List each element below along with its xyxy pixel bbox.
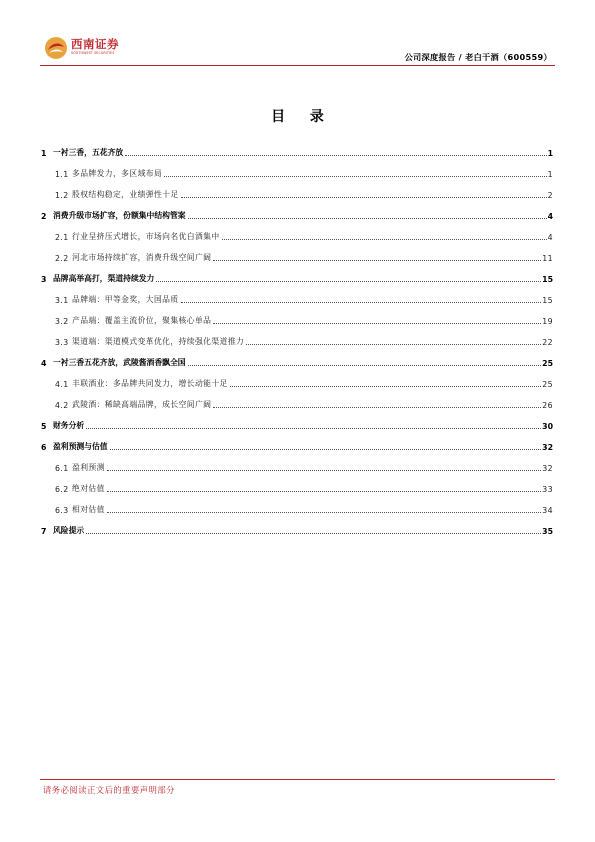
toc-entry-number: 4.1	[55, 380, 69, 389]
toc-dot-leader	[164, 176, 546, 177]
toc-section-entry[interactable]	[41, 137, 553, 158]
toc-subsection-entry[interactable]	[41, 494, 553, 515]
toc-dot-leader	[86, 533, 541, 534]
toc-entry-number: 2	[41, 212, 47, 221]
toc-dot-leader	[246, 344, 541, 345]
toc-entry-number: 7	[41, 527, 47, 536]
toc-entry-page: 34	[542, 506, 553, 515]
footer-disclaimer: 请务必阅读正文后的重要声明部分	[43, 785, 175, 795]
toc-entry-page: 19	[542, 317, 553, 326]
toc-entry-page: 33	[542, 485, 553, 494]
toc-entry-number: 3.3	[55, 338, 69, 347]
toc-entry-page: 25	[542, 380, 553, 389]
toc-dot-leader	[107, 470, 541, 471]
toc-dot-leader	[181, 302, 542, 303]
toc-entry-page: 11	[542, 254, 553, 263]
page-header	[40, 34, 555, 68]
toc-dot-leader	[188, 218, 547, 219]
toc-entry-title: 品牌端：甲等金奖，大国品质	[72, 295, 179, 304]
toc-entry-page: 2	[547, 191, 553, 200]
toc-entry-title: 盈利预测与估值	[53, 442, 108, 451]
toc-entry-page: 4	[547, 212, 553, 221]
toc-entry-title: 河北市场持续扩容，消费升级空间广阔	[72, 253, 212, 262]
toc-entry-page: 32	[542, 443, 553, 452]
toc-entry-number: 1.1	[55, 170, 69, 179]
toc-entry-page: 15	[542, 275, 553, 284]
toc-entry-number: 6.1	[55, 464, 69, 473]
toc-entry-title: 一衬三香，五花齐放	[53, 148, 124, 157]
toc-dot-leader	[213, 407, 541, 408]
toc-entry-number: 5	[41, 422, 47, 431]
logo-name-en: SOUTHWEST SECURITIES	[71, 51, 115, 55]
toc-dot-leader	[86, 428, 541, 429]
toc-entry-title: 财务分析	[53, 421, 85, 430]
toc-entry-title: 行业呈挤压式增长，市场向名优白酒集中	[72, 232, 220, 241]
toc-entry-title: 多品牌发力，多区域布局	[72, 169, 163, 178]
toc-section-entry[interactable]	[41, 200, 553, 221]
toc-dot-leader	[188, 365, 542, 366]
toc-dot-leader	[110, 449, 542, 450]
toc-entry-page: 15	[542, 296, 553, 305]
toc-dot-leader	[107, 512, 541, 513]
toc-entry-number: 6.3	[55, 506, 69, 515]
toc-entry-title: 丰联酒业：多品牌共同发力，增长动能十足	[72, 379, 228, 388]
table-of-contents	[41, 137, 553, 536]
toc-entry-title: 品牌高举高打，渠道持续发力	[53, 274, 155, 283]
toc-entry-number: 6	[41, 443, 47, 452]
toc-dot-leader	[181, 197, 547, 198]
toc-subsection-entry[interactable]	[41, 452, 553, 473]
toc-subsection-entry[interactable]	[41, 158, 553, 179]
toc-entry-number: 3	[41, 275, 47, 284]
toc-dot-leader	[213, 260, 541, 261]
toc-section-entry[interactable]	[41, 410, 553, 431]
toc-subsection-entry[interactable]	[41, 221, 553, 242]
toc-entry-title: 股权结构稳定，业绩弹性十足	[72, 190, 179, 199]
toc-entry-number: 4	[41, 359, 47, 368]
toc-heading: 目 录	[271, 109, 334, 125]
toc-dot-leader	[125, 155, 546, 156]
footer-divider	[40, 779, 555, 780]
toc-subsection-entry[interactable]	[41, 473, 553, 494]
toc-entry-number: 1	[41, 149, 47, 158]
toc-entry-page: 32	[542, 464, 553, 473]
toc-entry-title: 风险提示	[53, 526, 85, 535]
toc-entry-number: 4.2	[55, 401, 69, 410]
toc-section-entry[interactable]	[41, 347, 553, 368]
toc-dot-leader	[230, 386, 542, 387]
toc-entry-title: 一衬三香五花齐放，武陵酱酒香飘全国	[53, 358, 186, 367]
toc-entry-page: 1	[547, 149, 553, 158]
toc-entry-title: 消费升级市场扩容，份额集中结构管案	[53, 211, 186, 220]
toc-section-entry[interactable]	[41, 515, 553, 536]
toc-entry-page: 26	[542, 401, 553, 410]
toc-subsection-entry[interactable]	[41, 368, 553, 389]
toc-section-entry[interactable]	[41, 431, 553, 452]
toc-subsection-entry[interactable]	[41, 242, 553, 263]
toc-entry-number: 3.1	[55, 296, 69, 305]
toc-entry-title: 盈利预测	[72, 463, 105, 472]
toc-entry-title: 渠道端：渠道模式变革优化，持续强化渠道推力	[72, 337, 245, 346]
logo-emblem-icon	[44, 36, 68, 60]
toc-entry-page: 35	[542, 527, 553, 536]
toc-dot-leader	[156, 281, 541, 282]
company-logo	[44, 36, 119, 64]
toc-subsection-entry[interactable]	[41, 305, 553, 326]
toc-entry-number: 2.2	[55, 254, 69, 263]
toc-entry-number: 3.2	[55, 317, 69, 326]
toc-section-entry[interactable]	[41, 263, 553, 284]
logo-name-cn: 西南证券	[71, 37, 119, 51]
toc-entry-title: 绝对估值	[72, 484, 105, 493]
toc-entry-number: 1.2	[55, 191, 69, 200]
toc-entry-number: 6.2	[55, 485, 69, 494]
header-divider	[40, 65, 555, 66]
toc-subsection-entry[interactable]	[41, 179, 553, 200]
toc-subsection-entry[interactable]	[41, 284, 553, 305]
toc-entry-number: 2.1	[55, 233, 69, 242]
toc-entry-title: 武陵酒：稀缺高端品牌，成长空间广阔	[72, 400, 212, 409]
toc-entry-page: 4	[547, 233, 553, 242]
toc-entry-title: 产品端：覆盖主流价位，聚集核心单品	[72, 316, 212, 325]
toc-dot-leader	[107, 491, 541, 492]
toc-entry-title: 相对估值	[72, 505, 105, 514]
toc-entry-page: 30	[542, 422, 553, 431]
toc-dot-leader	[213, 323, 541, 324]
toc-entry-page: 25	[542, 359, 553, 368]
toc-entry-page: 22	[542, 338, 553, 347]
toc-subsection-entry[interactable]	[41, 326, 553, 347]
toc-entry-page: 1	[547, 170, 553, 179]
report-title: 公司深度报告 / 老白干酒（600559）	[404, 52, 552, 62]
toc-subsection-entry[interactable]	[41, 389, 553, 410]
toc-dot-leader	[222, 239, 547, 240]
